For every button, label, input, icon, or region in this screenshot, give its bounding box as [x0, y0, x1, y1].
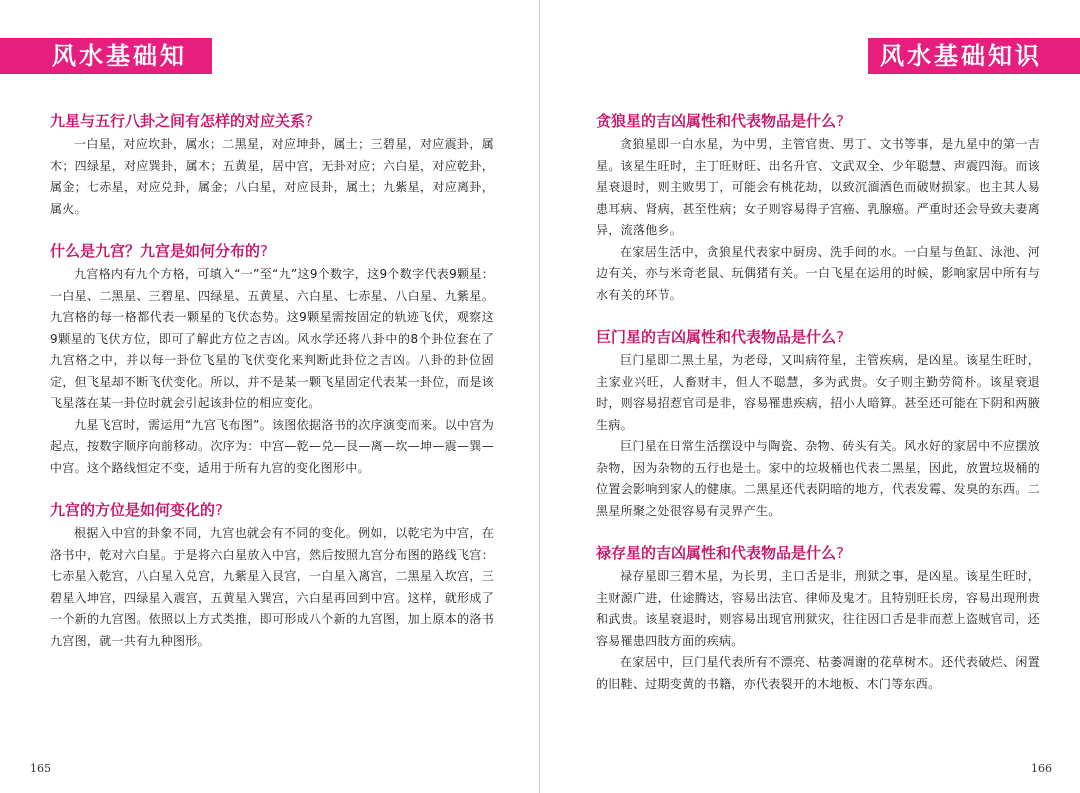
section-jumen-star: [596, 326, 1040, 522]
section-title: 九星与五行八卦之间有怎样的对应关系?: [50, 112, 313, 130]
paragraph: 在家居生活中，贪狼星代表家中厨房、洗手间的水。一白星与鱼缸、泳池、河边有关，亦与米奇老鼠、玩偶猪有关。一白飞星在运用的时候，影响家居中所有与水有关的环节。: [596, 244, 1040, 302]
section-title: 巨门星的吉凶属性和代表物品是什么?: [596, 328, 844, 346]
section-title: 九宫的方位是如何变化的?: [50, 501, 223, 519]
paragraph: 在家居中，巨门星代表所有不漂亮、枯萎凋谢的花草树木。还代表破烂、闲置的旧鞋、过期变黄的书籍，亦代表裂开的木地板、木门等东西。: [596, 655, 1040, 691]
paragraph: 九宫格内有九个方格，可填入“一”至“九”这9个数字，这9个数字代表9颗星：一白星、二黑星、三碧星、四绿星、五黄星、六白星、七赤星、八白星、九紫星。九宫格的每一格都代表一颗星的飞伏态势。这9颗星需按固定的轨迹飞伏，观察这9颗星的飞伏方位，即可了解此方位之吉凶。风水学还将八卦中的8个卦位套在了九宫格之中，并以每一卦位飞星的飞伏变化来判断此卦位之吉凶。八卦的卦位固定，但飞星却不断飞伏变化。所以，并不是某一颗飞星固定代表某一卦位，而是该飞星落在某一卦位时就会引起该卦位的相应变化。: [50, 267, 494, 410]
right-header-banner: 风水基础知识: [868, 38, 1080, 74]
paragraph: 贪狼星即一白水星，为中男，主管官贵、男丁、文书等事，是九星中的第一吉星。该星生旺时，主丁旺财旺、出名升官、文武双全、少年聪慧、声震四海。而该星衰退时，则主败男丁，可能会有桃花劫，以致沉湎酒色而破财损家。也主其人易患耳病、肾病，甚至性病；女子则容易得子宫癌、乳腺癌。严重时还会导致夫妻离异，流落他乡。: [596, 137, 1040, 237]
section-nine-palaces: [50, 240, 494, 479]
paragraph: 根据入中宫的卦象不同，九宫也就会有不同的变化。例如，以乾宅为中宫，在洛书中，乾对六白星。于是将六白星放入中宫，然后按照九宫分布图的路线飞宫：七赤星入乾宫，八白星入兑宫，九紫星入艮宫，一白星入离宫，二黑星入坎宫，三碧星入坤宫，四绿星入震宫，五黄星入巽宫，六白星再回到中宫。这样，就形成了一个新的九宫图。依照以上方式类推，即可形成八个新的九宫图，加上原本的洛书九宫图，就一共有九种图形。: [50, 526, 494, 648]
page-number: 165: [30, 762, 51, 775]
right-page: [540, 0, 1080, 793]
section-title: 禄存星的吉凶属性和代表物品是什么?: [596, 544, 844, 562]
page-number: 166: [1031, 762, 1052, 775]
paragraph: 禄存星即三碧木星，为长男，主口舌是非，刑狱之事，是凶星。该星生旺时，主财源广进，仕途腾达，容易出法官、律师及鬼才。且特别旺长房，容易出现刑贵和武贵。该星衰退时，则容易出现官刑狱灾，往往因口舌是非而惹上盗贼官司，还容易罹患四肢方面的疾病。: [596, 569, 1040, 648]
section-palace-orientation: [50, 499, 494, 652]
section-lucun-star: [596, 542, 1040, 695]
section-tanlang-star: [596, 110, 1040, 306]
left-page-content: [50, 110, 494, 672]
paragraph: 巨门星即二黑土星，为老母，又叫病符星，主管疾病，是凶星。该星生旺时，主家业兴旺，人畜财丰，但人不聪慧，多为武贵。女子则主勤劳简朴。该星衰退时，则容易招惹官司是非，容易罹患疾病，招小人暗算。甚至还可能在下阴和两腋生病。: [596, 353, 1040, 432]
paragraph: 九星飞宫时，需运用“九宫飞布图”。该图依据洛书的次序演变而来。以中宫为起点，按数字顺序向前移动。次序为：中宫—乾—兑—艮—离—坎—坤—震—巽—中宫。这个路线恒定不变，适用于所有九宫的变化图形中。: [50, 417, 494, 475]
paragraph: 巨门星在日常生活摆设中与陶瓷、杂物、砖头有关。风水好的家居中不应摆放杂物，因为杂物的五行也是土。家中的垃圾桶也代表二黑星，因此，放置垃圾桶的位置会影响到家人的健康。二黑星还代表阴暗的地方，代表发霉、发臭的东西。二黑星所聚之处很容易有灵界产生。: [596, 439, 1040, 518]
paragraph: 一白星，对应坎卦，属水；二黑星，对应坤卦，属土；三碧星，对应震卦，属木；四绿星，对应巽卦，属木；五黄星，居中宫，无卦对应；六白星，对应乾卦，属金；七赤星，对应兑卦，属金；八白星，对应艮卦，属土；九紫星，对应离卦，属火。: [50, 137, 494, 216]
left-header-banner: 风水基础知识: [0, 38, 212, 74]
section-nine-stars-bagua: [50, 110, 494, 220]
section-title: 什么是九宫？九宫是如何分布的?: [50, 242, 268, 260]
section-title: 贪狼星的吉凶属性和代表物品是什么?: [596, 112, 844, 130]
right-page-content: [596, 110, 1040, 715]
